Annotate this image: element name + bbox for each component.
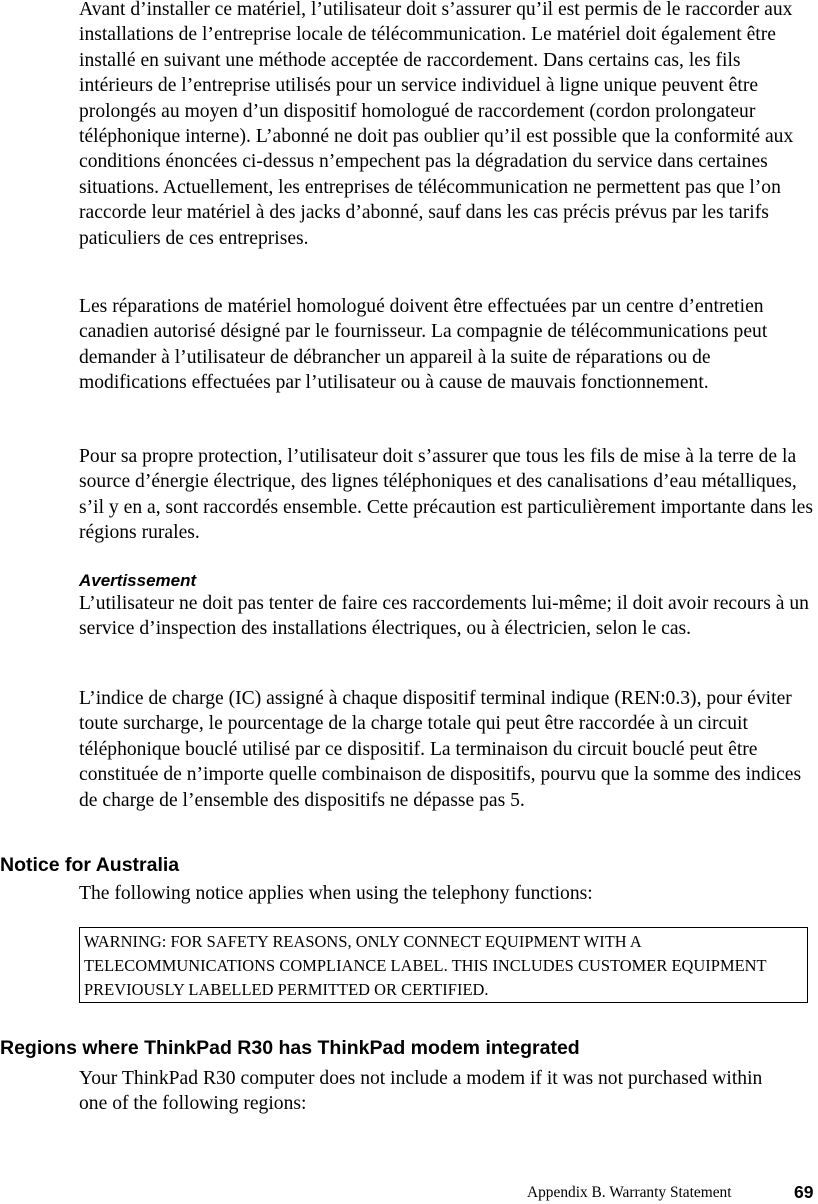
paragraph-repairs: Les réparations de matériel homologué doivent être effectuées par un centre d’entretien canadien autorisé désigné par le fournisseur. La compagnie de télécommunications peut demander à l’utilisateur de débrancher un appareil à la suite de réparations ou de modifications effectuées par l’utilisateur ou à cause de mauvais fonctionnement. xyxy=(79,296,768,394)
paragraph-ic: L’indice de charge (IC) assigné à chaque dispositif terminal indique (REN:0.3), pour éviter toute surcharge, le pourcentage de la charge totale qui peut être raccordée à un circuit téléphonique bouclé utilisé par ce dispositif. La terminaison du circuit bouclé peut être constituée de n’importe quelle combinaison de dispositifs, pourvu que la somme des indices de charge de l’ensemble des dispositifs ne dépasse pas 5. xyxy=(79,688,802,811)
regions-text: Your ThinkPad R30 computer does not include a modem if it was not purchased within one of the following regions: xyxy=(79,1068,763,1115)
paragraph-installation: Avant d’installer ce matériel, l’utilisateur doit s’assurer qu’il est permis de le raccorder aux installations de l’entreprise locale de télécommunication. Le matériel doit également être installé en suivant une méthode acceptée de raccordement. Dans certains cas, les fils intérieurs de l’entreprise utilisés pour un service individuel à ligne unique peuvent être prolongés au moyen d’un dispositif homologué de raccordement (cordon prolongateur téléphonique interne). L’abonné ne doit pas oublier qu’il est possible que la conformité aux conditions énoncées ci-dessus n’empechent pas la dégradation du service dans certaines situations. Actuellement, les entreprises de télécommunication ne permettent pas que l’on raccorde leur matériel à des jacks d’abonné, sauf dans les cas précis prévus par les tarifs paticuliers de ces entreprises. xyxy=(79,0,794,249)
avertissement-heading: Avertissement xyxy=(79,571,197,590)
regions-heading: Regions where ThinkPad R30 has ThinkPad modem integrated xyxy=(0,1037,580,1059)
warning-box: WARNING: FOR SAFETY REASONS, ONLY CONNECT EQUIPMENT WITH A TELECOMMUNICATIONS COMPLIANCE LABEL. THIS INCLUDES CUSTOMER EQUIPMENT PREVIOUSLY LABELLED PERMITTED OR CERTIFIED. xyxy=(79,927,808,1003)
avertissement-text: L’utilisateur ne doit pas tenter de faire ces raccordements lui-même; il doit avoir recours à un service d’inspection des installations électriques, ou à électricien, selon le cas. xyxy=(79,593,809,640)
australia-heading: Notice for Australia xyxy=(0,854,180,876)
footer-section-title: Appendix B. Warranty Statement xyxy=(527,1184,732,1201)
page-number: 69 xyxy=(794,1182,814,1202)
australia-intro: The following notice applies when using the telephony functions: xyxy=(79,883,593,904)
paragraph-protection: Pour sa propre protection, l’utilisateur doit s’assurer que tous les fils de mise à la terre de la source d’énergie électrique, des lignes téléphoniques et des canalisations d’eau métalliques, s’il y en a, sont raccordés ensemble. Cette précaution est particulièrement importante dans les régions rurales. xyxy=(79,446,813,544)
page-footer xyxy=(0,1182,818,1204)
